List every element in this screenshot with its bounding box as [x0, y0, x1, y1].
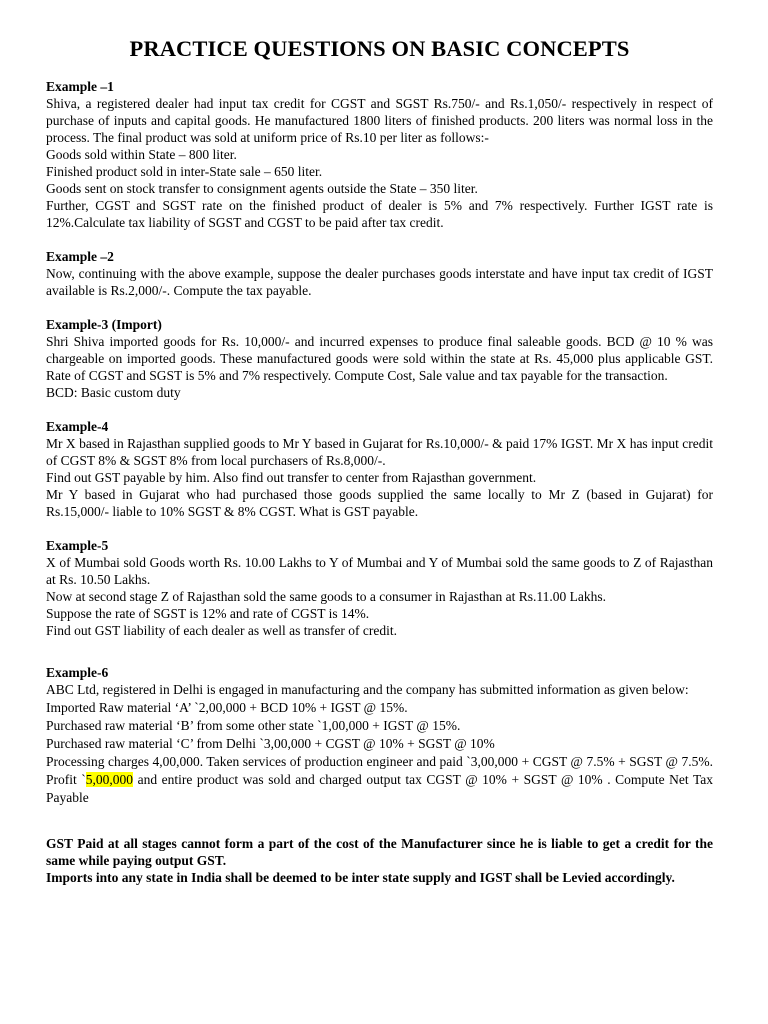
- example-3: [46, 316, 713, 401]
- example-1: [46, 78, 713, 231]
- example-4-heading: Example-4: [46, 419, 109, 434]
- example-1-line: Finished product sold in inter-State sale – 650 liter.: [46, 164, 323, 179]
- example-1-paragraph: Shiva, a registered dealer had input tax credit for CGST and SGST Rs.750/- and Rs.1,050/- respectively in respect of purchase of inputs and capital goods. He manufactured 1800 liters of finished products. 200 liters was normal loss in the process. The final product was sold at uniform price of Rs.10 per liter as follows:-: [46, 96, 713, 145]
- example-6-line: Imported Raw material ‘A’ `2,00,000 + BCD 10% + IGST @ 15%.: [46, 700, 408, 715]
- example-5-line: Suppose the rate of SGST is 12% and rate of CGST is 14%.: [46, 606, 370, 621]
- example-3-paragraph: Shri Shiva imported goods for Rs. 10,000/- and incurred expenses to produce final saleable goods. BCD @ 10 % was chargeable on imported goods. These manufactured goods were sold within the state at Rs. 45,000 plus applicable GST. Rate of CGST and SGST is 5% and 7% respectively. Compute Cost, Sale value and tax payable for the transaction.: [46, 334, 713, 383]
- example-1-paragraph: Further, CGST and SGST rate on the finished product of dealer is 5% and 7% respectively. Further IGST rate is 12%.Calculate tax liability of SGST and CGST to be paid after tax credit.: [46, 198, 713, 230]
- example-4-paragraph: Mr X based in Rajasthan supplied goods to Mr Y based in Gujarat for Rs.10,000/- & paid 17% IGST. Mr X has input credit of CGST 8% & SGST 8% from local purchasers of Rs.8,000/-.: [46, 436, 713, 468]
- example-6-heading: Example-6: [46, 665, 109, 680]
- document-page: [46, 34, 713, 886]
- example-4: [46, 418, 713, 520]
- example-6-text: Processing charges 4,00,000. Taken services of production engineer and paid `3,00,000 + CGST @ 7.5% + SGST @ 7.5%. Profit `: [46, 754, 713, 787]
- example-3-line: BCD: Basic custom duty: [46, 385, 181, 400]
- example-6-text: and entire product was sold and charged output tax CGST @ 10% + SGST @ 10% . Compute Net Tax Payable: [46, 772, 714, 805]
- example-5-line: Find out GST liability of each dealer as well as transfer of credit.: [46, 623, 398, 638]
- example-5-line: Now at second stage Z of Rajasthan sold the same goods to a consumer in Rajasthan at Rs.11.00 Lakhs.: [46, 589, 607, 604]
- example-5-paragraph: X of Mumbai sold Goods worth Rs. 10.00 Lakhs to Y of Mumbai and Y of Mumbai sold the same goods to Z of Rajasthan at Rs. 10.50 Lakhs.: [46, 555, 713, 587]
- example-6-line: Purchased raw material ‘C’ from Delhi `3,00,000 + CGST @ 10% + SGST @ 10%: [46, 736, 495, 751]
- example-1-line: Goods sold within State – 800 liter.: [46, 147, 237, 162]
- note-imports-igst: Imports into any state in India shall be deemed to be inter state supply and IGST shall be Levied accordingly.: [46, 870, 675, 885]
- notes: [46, 835, 713, 886]
- example-4-line: Find out GST payable by him. Also find out transfer to center from Rajasthan government.: [46, 470, 537, 485]
- example-5-heading: Example-5: [46, 538, 109, 553]
- example-5: [46, 537, 713, 639]
- example-6: [46, 664, 713, 807]
- example-2-heading: Example –2: [46, 249, 114, 264]
- example-2-paragraph: Now, continuing with the above example, suppose the dealer purchases goods interstate and have input tax credit of IGST available is Rs.2,000/-. Compute the tax payable.: [46, 266, 713, 298]
- example-6-paragraph: [46, 753, 713, 807]
- highlighted-profit: 5,00,000: [85, 772, 134, 787]
- example-1-line: Goods sent on stock transfer to consignment agents outside the State – 350 liter.: [46, 181, 478, 196]
- example-2: [46, 248, 713, 299]
- page-title: PRACTICE QUESTIONS ON BASIC CONCEPTS: [129, 36, 630, 61]
- example-6-paragraph: ABC Ltd, registered in Delhi is engaged in manufacturing and the company has submitted information as given below:: [46, 682, 689, 697]
- example-6-line: Purchased raw material ‘B’ from some other state `1,00,000 + IGST @ 15%.: [46, 718, 461, 733]
- example-4-paragraph: Mr Y based in Gujarat who had purchased those goods supplied the same locally to Mr Z (based in Gujarat) for Rs.15,000/- liable to 10% SGST & 8% CGST. What is GST payable.: [46, 487, 713, 519]
- note-gst-credit: GST Paid at all stages cannot form a part of the cost of the Manufacturer since he is liable to get a credit for the same while paying output GST.: [46, 836, 713, 868]
- example-3-heading: Example-3 (Import): [46, 317, 162, 332]
- example-1-heading: Example –1: [46, 79, 114, 94]
